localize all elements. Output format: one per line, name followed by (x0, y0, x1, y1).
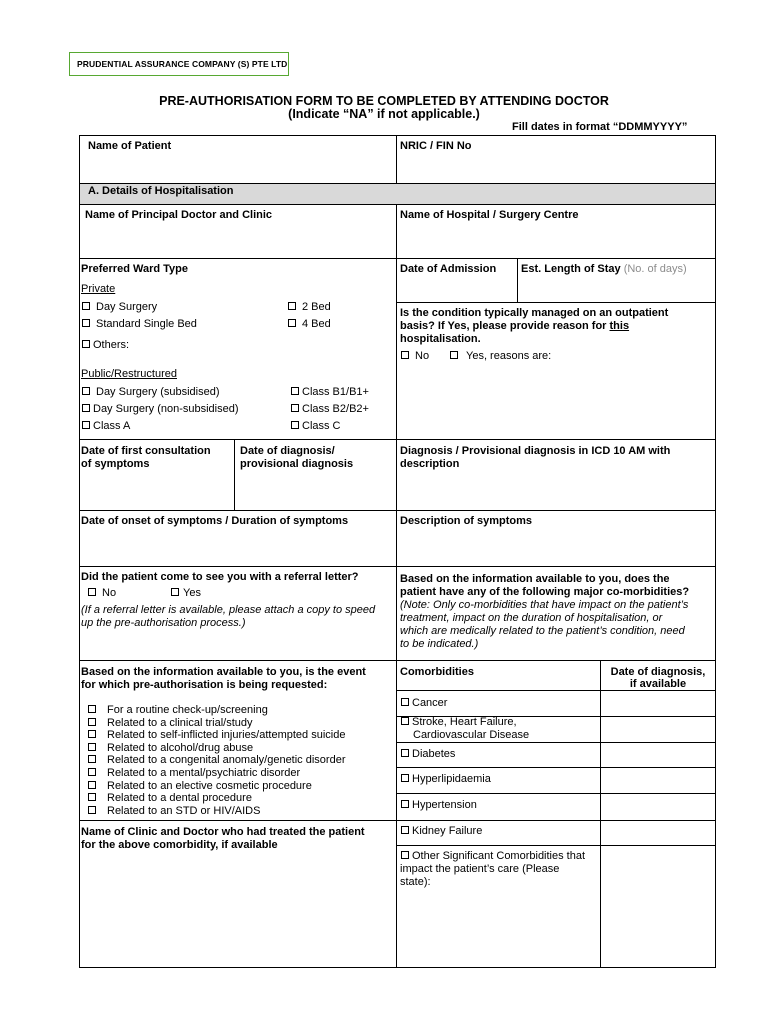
checkbox[interactable] (401, 851, 409, 859)
rule (79, 204, 716, 205)
rule (396, 302, 716, 303)
event-option-list (88, 704, 345, 817)
option-class-b2[interactable]: Class B2/B2+ (291, 403, 369, 416)
checkbox[interactable] (88, 730, 96, 738)
comorbidities-header: Comorbidities (400, 666, 474, 678)
referral-note-2: up the pre-authorisation process.) (81, 617, 246, 629)
checkbox[interactable] (288, 319, 296, 327)
referral-note-1: (If a referral letter is available, please attach a copy to speed (81, 604, 376, 616)
event-option[interactable]: Related to an elective cosmetic procedure (88, 780, 345, 793)
form-title: PRE-AUTHORISATION FORM TO BE COMPLETED BY ATTENDING DOCTOR (159, 94, 609, 108)
public-label: Public/Restructured (81, 368, 177, 380)
first-consultation-label-2: of symptoms (81, 458, 150, 470)
length-of-stay-hint: (No. of days) (623, 263, 687, 275)
checkbox[interactable] (88, 705, 96, 713)
event-option[interactable]: Related to a dental procedure (88, 792, 345, 805)
checkbox[interactable] (291, 387, 299, 395)
comorbidity-kidney-failure[interactable]: Kidney Failure (401, 825, 482, 838)
section-a-heading: A. Details of Hospitalisation (88, 185, 234, 197)
event-option[interactable]: Related to alcohol/drug abuse (88, 742, 345, 755)
checkbox[interactable] (82, 340, 90, 348)
checkbox[interactable] (88, 743, 96, 751)
checkbox[interactable] (401, 774, 409, 782)
option-day-surgery-subsidised[interactable]: Day Surgery (subsidised) (82, 386, 220, 399)
outpatient-no-option[interactable]: No (401, 350, 429, 363)
rule (517, 258, 518, 302)
ward-type-label: Preferred Ward Type (81, 263, 188, 275)
checkbox[interactable] (450, 351, 458, 359)
event-option[interactable]: Related to an STD or HIV/AIDS (88, 805, 345, 818)
comorbidity-diabetes[interactable]: Diabetes (401, 748, 455, 761)
diagnosis-date-header-2: if available (629, 678, 687, 690)
checkbox[interactable] (82, 421, 90, 429)
rule (396, 793, 716, 794)
rule (79, 258, 716, 259)
option-day-surgery[interactable]: Day Surgery (82, 301, 157, 314)
outpatient-question-line3: hospitalisation. (400, 333, 481, 345)
comorbidity-stroke-line2: Cardiovascular Disease (413, 729, 530, 741)
option-day-surgery-nonsubsidised[interactable]: Day Surgery (non-subsidised) (82, 403, 239, 416)
icd-diagnosis-label-1: Diagnosis / Provisional diagnosis in ICD 10 AM with (400, 445, 671, 457)
hospital-label: Name of Hospital / Surgery Centre (400, 209, 579, 221)
referral-yes-option[interactable]: Yes (171, 587, 201, 600)
comorbidity-other[interactable]: Other Significant Comorbidities that (401, 850, 585, 863)
event-question-1: Based on the information available to you, is the event (81, 666, 366, 678)
checkbox[interactable] (82, 404, 90, 412)
comorbidity-stroke[interactable]: Stroke, Heart Failure, (401, 716, 517, 729)
checkbox[interactable] (88, 718, 96, 726)
comorbidity-note-2: treatment, impact on the duration of hospitalisation, or (400, 612, 663, 624)
rule (79, 135, 716, 136)
clinic-doctor-label-1: Name of Clinic and Doctor who had treated the patient (81, 826, 365, 838)
rule (79, 510, 716, 511)
comorbidity-other-line2: impact the patient’s care (Please (400, 863, 560, 875)
comorbidity-other-line3: state): (400, 876, 431, 888)
checkbox[interactable] (401, 826, 409, 834)
diagnosis-date-header-1: Date of diagnosis, (610, 666, 706, 678)
rule (79, 439, 716, 440)
onset-label: Date of onset of symptoms / Duration of symptoms (81, 515, 349, 527)
outpatient-question-line2: basis? If Yes, please provide reason for this (400, 320, 630, 332)
company-name-box (69, 52, 289, 76)
option-class-b1[interactable]: Class B1/B1+ (291, 386, 369, 399)
comorbidity-note-1: (Note: Only co-morbidities that have impact on the patient’s (400, 599, 689, 611)
checkbox[interactable] (291, 404, 299, 412)
checkbox[interactable] (88, 588, 96, 596)
checkbox[interactable] (88, 768, 96, 776)
checkbox[interactable] (401, 717, 409, 725)
option-class-a[interactable]: Class A (82, 420, 130, 433)
event-question-2: for which pre-authorisation is being requested: (81, 679, 328, 691)
option-2-bed[interactable]: 2 Bed (288, 301, 331, 314)
comorbidity-hypertension[interactable]: Hypertension (401, 799, 477, 812)
icd-diagnosis-label-2: description (400, 458, 460, 470)
comorbidity-note-4: to be indicated.) (400, 638, 479, 650)
length-of-stay-label: Est. Length of Stay (No. of days) (521, 263, 687, 275)
comorbidity-question-1: Based on the information available to you, does the (400, 573, 670, 585)
option-others[interactable]: Others: (82, 339, 129, 352)
nric-label: NRIC / FIN No (400, 140, 472, 152)
comorbidity-hyperlipidaemia[interactable]: Hyperlipidaemia (401, 773, 491, 786)
private-label: Private (81, 283, 116, 295)
event-option[interactable]: Related to self-inflicted injuries/attempted suicide (88, 729, 345, 742)
rule (396, 742, 716, 743)
comorbidity-note-3: which are medically related to the patient’s condition, need (400, 625, 685, 637)
rule (79, 135, 80, 968)
rule (79, 566, 716, 567)
checkbox[interactable] (291, 421, 299, 429)
rule (79, 967, 716, 968)
event-option[interactable]: Related to a clinical trial/study (88, 717, 345, 730)
admission-date-label: Date of Admission (400, 263, 497, 275)
rule (396, 135, 397, 183)
checkbox[interactable] (401, 351, 409, 359)
checkbox[interactable] (88, 806, 96, 814)
patient-name-label: Name of Patient (88, 140, 172, 152)
principal-doctor-label: Name of Principal Doctor and Clinic (85, 209, 273, 221)
rule (79, 820, 716, 821)
first-consultation-label-1: Date of first consultation (81, 445, 211, 457)
checkbox[interactable] (401, 698, 409, 706)
checkbox[interactable] (171, 588, 179, 596)
checkbox[interactable] (401, 749, 409, 757)
checkbox[interactable] (88, 755, 96, 763)
option-standard-single-bed[interactable]: Standard Single Bed (82, 318, 197, 331)
outpatient-question-line1: Is the condition typically managed on an outpatient (400, 307, 669, 319)
rule (396, 204, 397, 968)
option-class-c[interactable]: Class C (291, 420, 341, 433)
checkbox[interactable] (82, 319, 90, 327)
rule (600, 660, 601, 968)
rule (396, 767, 716, 768)
event-option[interactable]: For a routine check-up/screening (88, 704, 345, 717)
clinic-doctor-label-2: for the above comorbidity, if available (81, 839, 278, 851)
rule (79, 660, 716, 661)
rule (234, 439, 235, 510)
option-4-bed[interactable]: 4 Bed (288, 318, 331, 331)
checkbox[interactable] (82, 387, 90, 395)
diagnosis-date-label-2: provisional diagnosis (240, 458, 354, 470)
form-subtitle: (Indicate “NA” if not applicable.) (288, 107, 480, 121)
outpatient-yes-option[interactable]: Yes, reasons are: (450, 350, 551, 363)
checkbox[interactable] (82, 302, 90, 310)
checkbox[interactable] (401, 800, 409, 808)
checkbox[interactable] (88, 793, 96, 801)
referral-question: Did the patient come to see you with a referral letter? (81, 571, 359, 583)
comorbidity-cancer[interactable]: Cancer (401, 697, 447, 710)
checkbox[interactable] (88, 781, 96, 789)
event-option[interactable]: Related to a mental/psychiatric disorder (88, 767, 345, 780)
rule (715, 135, 716, 968)
checkbox[interactable] (288, 302, 296, 310)
rule (79, 183, 716, 184)
event-option[interactable]: Related to a congenital anomaly/genetic disorder (88, 754, 345, 767)
comorbidity-question-2: patient have any of the following major co-morbidities? (400, 586, 690, 598)
diagnosis-date-label-1: Date of diagnosis/ (240, 445, 335, 457)
date-format-note: Fill dates in format “DDMMYYYY” (512, 121, 688, 133)
company-name: PRUDENTIAL ASSURANCE COMPANY (S) PTE LTD (77, 59, 288, 69)
rule (396, 845, 716, 846)
referral-no-option[interactable]: No (88, 587, 116, 600)
symptoms-description-label: Description of symptoms (400, 515, 533, 527)
